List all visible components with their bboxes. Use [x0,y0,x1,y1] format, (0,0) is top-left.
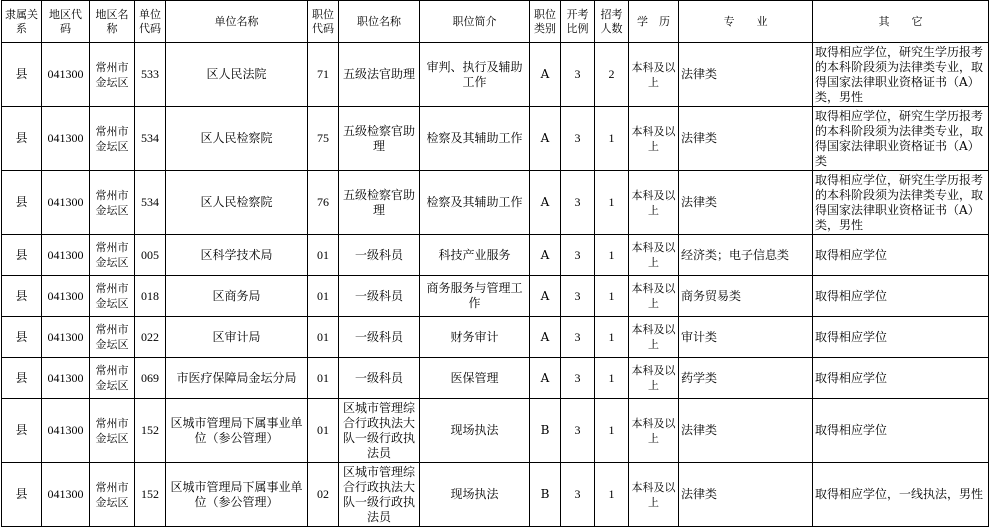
cell-education: 本科及以上 [629,463,679,527]
cell-unit-code: 005 [135,235,166,276]
cell-position-intro: 审判、执行及辅助工作 [420,43,530,107]
table-row [2,463,989,527]
cell-recruit-count: 1 [595,358,629,399]
cell-region-name: 常州市金坛区 [90,107,135,171]
cell-other: 取得相应学位 [813,317,989,358]
job-table [1,0,989,527]
cell-region-code: 041300 [42,317,90,358]
cell-position-code: 75 [308,107,339,171]
cell-region-code: 041300 [42,107,90,171]
cell-region-code: 041300 [42,235,90,276]
cell-position-intro: 科技产业服务 [420,235,530,276]
cell-position-name: 五级检察官助理 [339,171,420,235]
cell-major: 经济类；电子信息类 [679,235,813,276]
cell-education: 本科及以上 [629,43,679,107]
cell-exam-ratio: 3 [561,276,595,317]
cell-unit-name: 区审计局 [166,317,308,358]
cell-position-name: 区城市管理综合行政执法大队一级行政执法员 [339,463,420,527]
cell-other: 取得相应学位 [813,235,989,276]
table-row [2,235,989,276]
cell-other: 取得相应学位，研究生学历报考的本科阶段须为法律类专业，取得国家法律职业资格证书（A）类，男性 [813,171,989,235]
cell-major: 法律类 [679,399,813,463]
cell-major: 法律类 [679,171,813,235]
cell-region-name: 常州市金坛区 [90,358,135,399]
header-position-name: 职位名称 [339,1,420,43]
cell-position-name: 五级检察官助理 [339,107,420,171]
cell-position-name: 一级科员 [339,358,420,399]
cell-region-name: 常州市金坛区 [90,276,135,317]
cell-position-code: 01 [308,358,339,399]
cell-unit-name: 区人民法院 [166,43,308,107]
table-row [2,399,989,463]
cell-position-category: B [530,463,561,527]
cell-unit-name: 区城市管理局下属事业单位（参公管理） [166,399,308,463]
cell-affiliation: 县 [2,107,42,171]
cell-education: 本科及以上 [629,358,679,399]
cell-region-name: 常州市金坛区 [90,43,135,107]
cell-region-name: 常州市金坛区 [90,235,135,276]
cell-exam-ratio: 3 [561,463,595,527]
header-other: 其 它 [813,1,989,43]
header-unit-name: 单位名称 [166,1,308,43]
cell-position-category: A [530,235,561,276]
cell-education: 本科及以上 [629,171,679,235]
cell-affiliation: 县 [2,358,42,399]
cell-position-intro: 财务审计 [420,317,530,358]
cell-recruit-count: 1 [595,276,629,317]
cell-other: 取得相应学位，一线执法，男性 [813,463,989,527]
cell-position-name: 一级科员 [339,235,420,276]
cell-major: 法律类 [679,43,813,107]
cell-region-code: 041300 [42,171,90,235]
cell-unit-code: 533 [135,43,166,107]
cell-position-code: 01 [308,317,339,358]
cell-position-name: 一级科员 [339,317,420,358]
header-unit-code: 单位代码 [135,1,166,43]
cell-affiliation: 县 [2,43,42,107]
table-header-row [2,1,989,43]
cell-position-intro: 检察及其辅助工作 [420,107,530,171]
cell-position-category: A [530,317,561,358]
cell-position-code: 76 [308,171,339,235]
cell-position-code: 01 [308,235,339,276]
cell-exam-ratio: 3 [561,399,595,463]
cell-position-intro: 医保管理 [420,358,530,399]
cell-exam-ratio: 3 [561,171,595,235]
cell-position-name: 一级科员 [339,276,420,317]
table-row [2,358,989,399]
header-exam-ratio: 开考比例 [561,1,595,43]
cell-exam-ratio: 3 [561,358,595,399]
header-affiliation: 隶属关系 [2,1,42,43]
cell-unit-name: 区商务局 [166,276,308,317]
cell-affiliation: 县 [2,399,42,463]
cell-affiliation: 县 [2,463,42,527]
cell-region-name: 常州市金坛区 [90,317,135,358]
cell-unit-code: 534 [135,107,166,171]
cell-other: 取得相应学位 [813,358,989,399]
cell-position-category: A [530,276,561,317]
cell-major: 法律类 [679,107,813,171]
cell-position-category: B [530,399,561,463]
cell-position-category: A [530,171,561,235]
cell-position-category: A [530,43,561,107]
cell-position-intro: 检察及其辅助工作 [420,171,530,235]
cell-recruit-count: 1 [595,107,629,171]
cell-recruit-count: 1 [595,317,629,358]
cell-exam-ratio: 3 [561,107,595,171]
header-position-category: 职位类别 [530,1,561,43]
header-position-intro: 职位简介 [420,1,530,43]
cell-position-intro: 现场执法 [420,399,530,463]
cell-position-category: A [530,107,561,171]
table-row [2,171,989,235]
cell-unit-name: 市医疗保障局金坛分局 [166,358,308,399]
cell-region-code: 041300 [42,399,90,463]
cell-education: 本科及以上 [629,317,679,358]
cell-major: 药学类 [679,358,813,399]
cell-region-name: 常州市金坛区 [90,171,135,235]
cell-unit-name: 区人民检察院 [166,107,308,171]
cell-position-category: A [530,358,561,399]
cell-region-name: 常州市金坛区 [90,399,135,463]
cell-position-name: 五级法官助理 [339,43,420,107]
cell-affiliation: 县 [2,317,42,358]
cell-unit-code: 069 [135,358,166,399]
header-education: 学 历 [629,1,679,43]
table-row [2,107,989,171]
cell-unit-code: 152 [135,463,166,527]
header-region-name: 地区名称 [90,1,135,43]
cell-other: 取得相应学位 [813,399,989,463]
header-region-code: 地区代码 [42,1,90,43]
table-row [2,317,989,358]
table-row [2,276,989,317]
table-body [2,43,989,527]
cell-exam-ratio: 3 [561,235,595,276]
cell-education: 本科及以上 [629,107,679,171]
cell-education: 本科及以上 [629,235,679,276]
header-recruit-count: 招考人数 [595,1,629,43]
cell-unit-code: 022 [135,317,166,358]
cell-major: 商务贸易类 [679,276,813,317]
cell-unit-name: 区科学技术局 [166,235,308,276]
cell-recruit-count: 1 [595,235,629,276]
cell-other: 取得相应学位，研究生学历报考的本科阶段须为法律类专业，取得国家法律职业资格证书（A）类 [813,107,989,171]
cell-region-code: 041300 [42,358,90,399]
cell-position-code: 01 [308,276,339,317]
cell-position-name: 区城市管理综合行政执法大队一级行政执法员 [339,399,420,463]
cell-unit-code: 152 [135,399,166,463]
cell-affiliation: 县 [2,171,42,235]
cell-position-code: 02 [308,463,339,527]
cell-exam-ratio: 3 [561,43,595,107]
cell-affiliation: 县 [2,235,42,276]
cell-position-code: 01 [308,399,339,463]
cell-position-intro: 现场执法 [420,463,530,527]
cell-other: 取得相应学位，研究生学历报考的本科阶段须为法律类专业，取得国家法律职业资格证书（A）类，男性 [813,43,989,107]
cell-region-code: 041300 [42,43,90,107]
cell-recruit-count: 2 [595,43,629,107]
cell-recruit-count: 1 [595,171,629,235]
cell-exam-ratio: 3 [561,317,595,358]
cell-major: 法律类 [679,463,813,527]
cell-region-code: 041300 [42,463,90,527]
cell-unit-name: 区人民检察院 [166,171,308,235]
cell-unit-code: 534 [135,171,166,235]
cell-affiliation: 县 [2,276,42,317]
header-position-code: 职位代码 [308,1,339,43]
table-row [2,43,989,107]
cell-position-code: 71 [308,43,339,107]
cell-unit-code: 018 [135,276,166,317]
cell-unit-name: 区城市管理局下属事业单位（参公管理） [166,463,308,527]
cell-education: 本科及以上 [629,399,679,463]
header-major: 专 业 [679,1,813,43]
cell-region-name: 常州市金坛区 [90,463,135,527]
cell-education: 本科及以上 [629,276,679,317]
cell-major: 审计类 [679,317,813,358]
cell-recruit-count: 1 [595,463,629,527]
cell-other: 取得相应学位 [813,276,989,317]
cell-region-code: 041300 [42,276,90,317]
cell-recruit-count: 1 [595,399,629,463]
cell-position-intro: 商务服务与管理工作 [420,276,530,317]
